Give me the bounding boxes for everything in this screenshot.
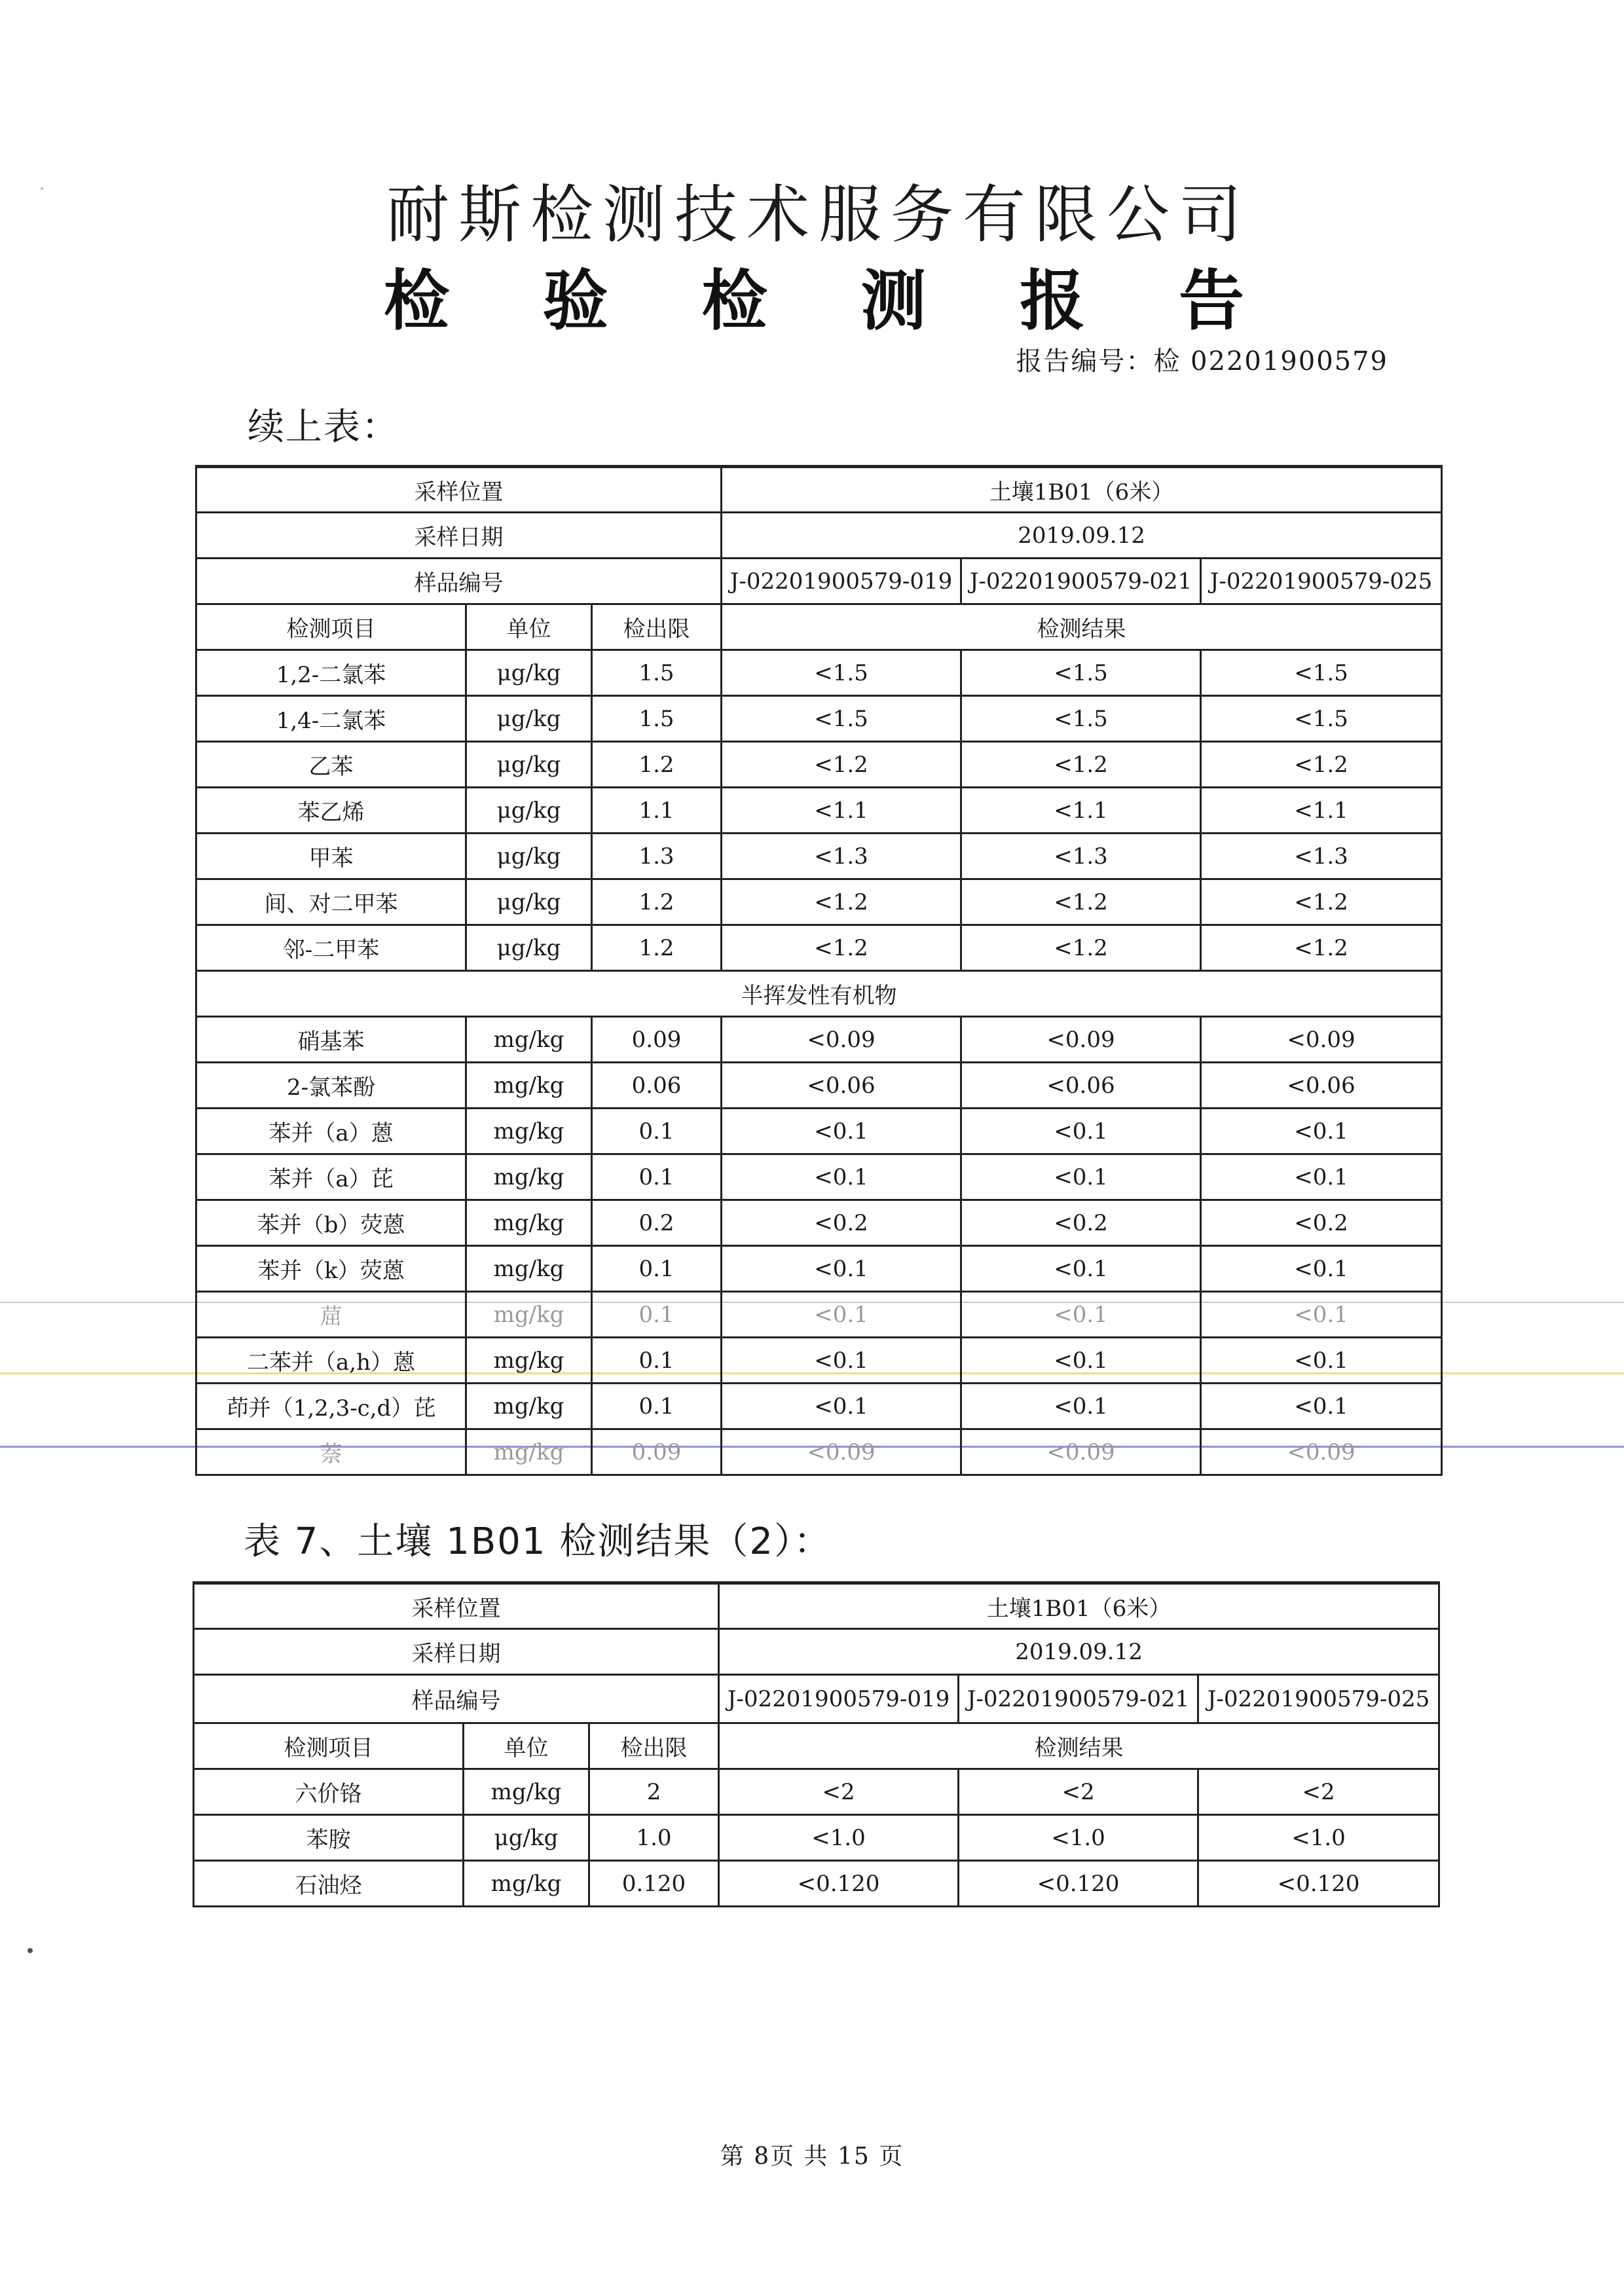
table-row (196, 742, 1442, 788)
table-row (194, 1861, 1439, 1907)
limit-cell: 1.2 (592, 879, 722, 925)
unit-cell: mg/kg (466, 1246, 592, 1292)
table-row (196, 1200, 1442, 1246)
item-cell: 苯并（b）荧蒽 (196, 1200, 466, 1246)
result-cell: <1.3 (1201, 834, 1442, 879)
limit-cell: 1.1 (592, 788, 722, 834)
result-cell: <0.09 (961, 1017, 1201, 1063)
sample-id: J-02201900579-025 (1198, 1675, 1439, 1723)
table-row (196, 650, 1442, 696)
table-row (196, 1384, 1442, 1429)
unit-cell: mg/kg (464, 1861, 589, 1907)
limit-cell: 0.1 (592, 1338, 722, 1384)
result-cell: <2 (959, 1769, 1198, 1815)
result-cell: <0.1 (722, 1338, 961, 1384)
result-cell: <0.06 (1201, 1063, 1442, 1109)
result-cell: <0.1 (722, 1384, 961, 1429)
table-row (196, 788, 1442, 834)
results-table-continued (195, 465, 1443, 1476)
result-cell: <1.2 (722, 742, 961, 788)
item-cell: 六价铬 (194, 1769, 464, 1815)
result-cell: <1.2 (961, 925, 1201, 971)
table-row (196, 879, 1442, 925)
item-cell: 乙苯 (196, 742, 466, 788)
sample-id-label: 样品编号 (194, 1675, 719, 1723)
item-cell: 1,2-二氯苯 (196, 650, 466, 696)
item-cell: 2-氯苯酚 (196, 1063, 466, 1109)
limit-cell: 0.06 (592, 1063, 722, 1109)
result-cell: <0.120 (1198, 1861, 1439, 1907)
result-cell: <0.1 (1201, 1109, 1442, 1154)
result-cell: <0.1 (961, 1384, 1201, 1429)
result-cell: <1.1 (961, 788, 1201, 834)
report-number-value: 检 02201900579 (1153, 346, 1388, 376)
section-row-svoc: 半挥发性有机物 (196, 971, 1442, 1017)
result-cell: <1.5 (1201, 650, 1442, 696)
limit-cell: 1.2 (592, 742, 722, 788)
location-label: 采样位置 (194, 1583, 719, 1629)
result-cell: <0.1 (961, 1338, 1201, 1384)
result-cell: <1.5 (1201, 696, 1442, 742)
scan-dot (28, 1948, 33, 1953)
limit-cell: 1.5 (592, 696, 722, 742)
result-cell: <0.120 (959, 1861, 1198, 1907)
page-number: 第 8页 共 15 页 (720, 2143, 904, 2170)
result-cell: <0.09 (1201, 1429, 1442, 1475)
limit-cell: 0.1 (592, 1246, 722, 1292)
result-cell: <0.1 (722, 1292, 961, 1338)
unit-cell: mg/kg (466, 1063, 592, 1109)
result-cell: <0.1 (722, 1246, 961, 1292)
column-header-unit: 单位 (466, 604, 592, 650)
date-value: 2019.09.12 (719, 1629, 1439, 1675)
item-cell: 间、对二甲苯 (196, 879, 466, 925)
results-table-7 (193, 1581, 1440, 1907)
column-header-limit: 检出限 (592, 604, 722, 650)
result-cell: <1.2 (1201, 925, 1442, 971)
limit-cell: 0.09 (592, 1429, 722, 1475)
sample-id-label: 样品编号 (196, 559, 722, 604)
result-cell: <1.0 (719, 1815, 959, 1861)
column-header-unit: 单位 (464, 1723, 589, 1769)
table-row (196, 1109, 1442, 1154)
unit-cell: mg/kg (466, 1292, 592, 1338)
item-cell: 石油烃 (194, 1861, 464, 1907)
result-cell: <0.1 (1201, 1338, 1442, 1384)
limit-cell: 1.2 (592, 925, 722, 971)
column-header-item: 检测项目 (194, 1723, 464, 1769)
sample-id: J-02201900579-025 (1201, 559, 1442, 604)
item-cell: 茚并（1,2,3-c,d）芘 (196, 1384, 466, 1429)
result-cell: <1.0 (1198, 1815, 1439, 1861)
table-row (196, 696, 1442, 742)
sample-id: J-02201900579-019 (719, 1675, 959, 1723)
item-cell: 萘 (196, 1429, 466, 1475)
date-value: 2019.09.12 (722, 513, 1442, 559)
result-cell: <1.1 (722, 788, 961, 834)
item-cell: 甲苯 (196, 834, 466, 879)
result-cell: <0.2 (722, 1200, 961, 1246)
unit-cell: μg/kg (466, 788, 592, 834)
result-cell: <1.5 (722, 696, 961, 742)
table-row (196, 1338, 1442, 1384)
unit-cell: μg/kg (466, 696, 592, 742)
result-cell: <2 (719, 1769, 959, 1815)
unit-cell: mg/kg (466, 1429, 592, 1475)
result-cell: <0.09 (961, 1429, 1201, 1475)
table2-heading: 表 7、土壤 1B01 检测结果（2）： (244, 1520, 832, 1563)
sample-id: J-02201900579-021 (959, 1675, 1198, 1723)
limit-cell: 0.1 (592, 1292, 722, 1338)
result-cell: <0.2 (961, 1200, 1201, 1246)
result-cell: <0.1 (1201, 1384, 1442, 1429)
sample-id: J-02201900579-019 (722, 559, 961, 604)
table-row (196, 1246, 1442, 1292)
location-value: 土壤1B01（6米） (719, 1583, 1439, 1629)
report-number-label: 报告编号： (1016, 346, 1154, 376)
location-label: 采样位置 (196, 467, 722, 513)
result-cell: <0.1 (961, 1109, 1201, 1154)
column-header-result: 检测结果 (722, 604, 1442, 650)
table-row (196, 1292, 1442, 1338)
item-cell: 苯并（a）芘 (196, 1154, 466, 1200)
item-cell: 䓛 (196, 1292, 466, 1338)
table1-heading: 续上表： (248, 406, 399, 449)
table-row (196, 1063, 1442, 1109)
unit-cell: mg/kg (464, 1769, 589, 1815)
item-cell: 二苯并（a,h）蒽 (196, 1338, 466, 1384)
result-cell: <1.3 (722, 834, 961, 879)
result-cell: <1.2 (961, 879, 1201, 925)
result-cell: <1.2 (1201, 742, 1442, 788)
unit-cell: μg/kg (466, 650, 592, 696)
result-cell: <1.5 (722, 650, 961, 696)
date-label: 采样日期 (196, 513, 722, 559)
item-cell: 邻-二甲苯 (196, 925, 466, 971)
item-cell: 苯并（a）蒽 (196, 1109, 466, 1154)
unit-cell: mg/kg (466, 1200, 592, 1246)
result-cell: <0.09 (1201, 1017, 1442, 1063)
column-header-result: 检测结果 (719, 1723, 1439, 1769)
result-cell: <0.1 (1201, 1154, 1442, 1200)
limit-cell: 0.1 (592, 1154, 722, 1200)
company-name: 耐斯检测技术服务有限公司 (386, 178, 1251, 251)
table-row (196, 834, 1442, 879)
column-header-limit: 检出限 (589, 1723, 719, 1769)
result-cell: <0.1 (961, 1246, 1201, 1292)
result-cell: <0.1 (961, 1154, 1201, 1200)
item-cell: 1,4-二氯苯 (196, 696, 466, 742)
limit-cell: 1.0 (589, 1815, 719, 1861)
item-cell: 硝基苯 (196, 1017, 466, 1063)
result-cell: <0.06 (961, 1063, 1201, 1109)
result-cell: <0.1 (1201, 1292, 1442, 1338)
sample-id: J-02201900579-021 (961, 559, 1201, 604)
result-cell: <0.09 (722, 1429, 961, 1475)
result-cell: <1.5 (961, 650, 1201, 696)
unit-cell: mg/kg (466, 1384, 592, 1429)
result-cell: <1.2 (1201, 879, 1442, 925)
limit-cell: 1.5 (592, 650, 722, 696)
limit-cell: 0.1 (592, 1384, 722, 1429)
result-cell: <2 (1198, 1769, 1439, 1815)
result-cell: <0.1 (722, 1154, 961, 1200)
result-cell: <1.5 (961, 696, 1201, 742)
result-cell: <0.1 (961, 1292, 1201, 1338)
report-number (1016, 340, 1388, 378)
unit-cell: mg/kg (466, 1017, 592, 1063)
result-cell: <1.2 (722, 879, 961, 925)
result-cell: <1.2 (722, 925, 961, 971)
unit-cell: μg/kg (466, 925, 592, 971)
table-row (196, 1429, 1442, 1475)
item-cell: 苯胺 (194, 1815, 464, 1861)
limit-cell: 0.1 (592, 1109, 722, 1154)
report-title: 检 验 检 测 报 告 (383, 263, 1280, 339)
result-cell: <0.06 (722, 1063, 961, 1109)
limit-cell: 0.09 (592, 1017, 722, 1063)
unit-cell: μg/kg (466, 742, 592, 788)
table-row (196, 1154, 1442, 1200)
unit-cell: μg/kg (466, 879, 592, 925)
result-cell: <0.2 (1201, 1200, 1442, 1246)
item-cell: 苯并（k）荧蒽 (196, 1246, 466, 1292)
result-cell: <0.09 (722, 1017, 961, 1063)
result-cell: <1.2 (961, 742, 1201, 788)
date-label: 采样日期 (194, 1629, 719, 1675)
unit-cell: mg/kg (466, 1338, 592, 1384)
table-row (196, 925, 1442, 971)
result-cell: <0.1 (1201, 1246, 1442, 1292)
limit-cell: 0.2 (592, 1200, 722, 1246)
unit-cell: mg/kg (466, 1154, 592, 1200)
location-value: 土壤1B01（6米） (722, 467, 1442, 513)
table-row (194, 1815, 1439, 1861)
unit-cell: μg/kg (466, 834, 592, 879)
table-row (194, 1769, 1439, 1815)
result-cell: <1.1 (1201, 788, 1442, 834)
item-cell: 苯乙烯 (196, 788, 466, 834)
unit-cell: μg/kg (464, 1815, 589, 1861)
limit-cell: 2 (589, 1769, 719, 1815)
limit-cell: 1.3 (592, 834, 722, 879)
column-header-item: 检测项目 (196, 604, 466, 650)
result-cell: <0.120 (719, 1861, 959, 1907)
result-cell: <0.1 (722, 1109, 961, 1154)
table-row (196, 1017, 1442, 1063)
result-cell: <1.0 (959, 1815, 1198, 1861)
result-cell: <1.3 (961, 834, 1201, 879)
limit-cell: 0.120 (589, 1861, 719, 1907)
unit-cell: mg/kg (466, 1109, 592, 1154)
